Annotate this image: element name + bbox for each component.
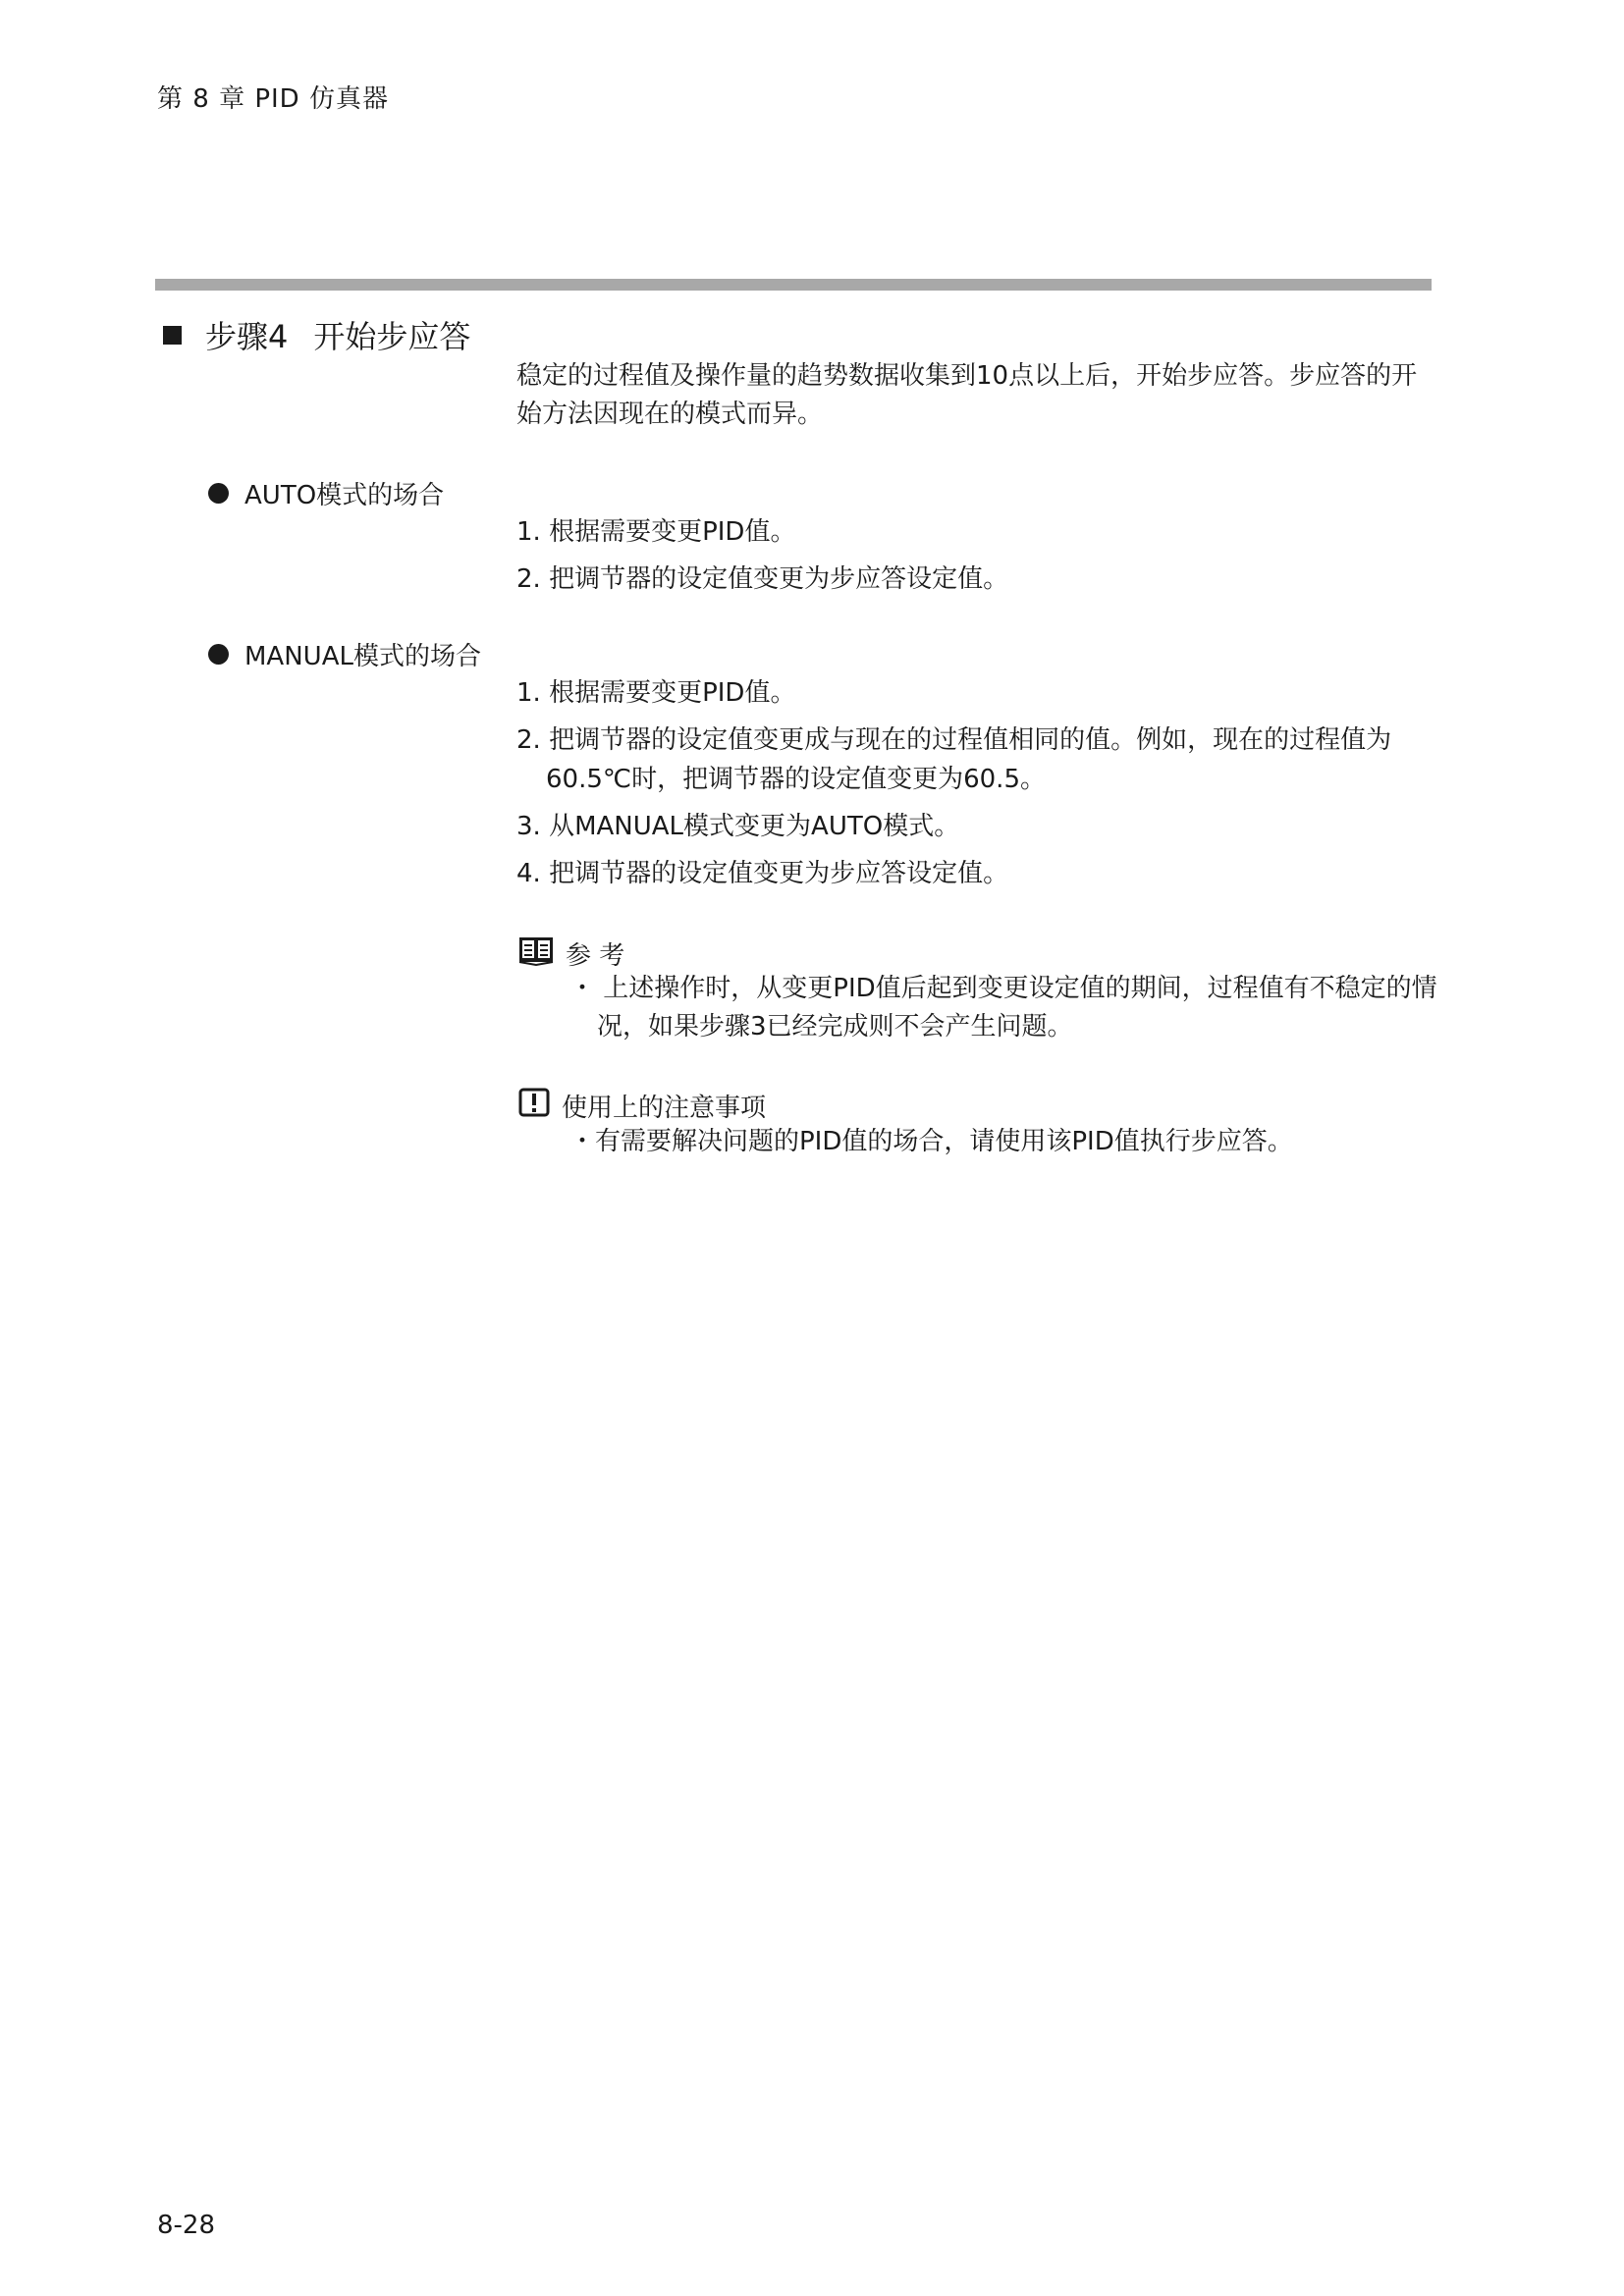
section-title: 开始步应答: [313, 318, 471, 355]
bullet-dot-icon: [208, 644, 229, 665]
caution-text: ・有需要解决问题的PID值的场合，请使用该PID值执行步应答。: [569, 1127, 1293, 1156]
reference-note: [569, 970, 1439, 1046]
chapter-header: 第 8 章 PID 仿真器: [157, 84, 389, 114]
auto-mode-heading: [208, 475, 444, 511]
list-item: 1. 根据需要变更PID值。: [516, 517, 796, 547]
auto-mode-steps: [516, 512, 1439, 607]
manual-mode-steps: [516, 673, 1439, 901]
manual-mode-label: MANUAL模式的场合: [244, 642, 481, 671]
caution-note: [569, 1123, 1439, 1161]
section-heading: [163, 312, 470, 357]
reference-text: ・ 上述操作时，从变更PID值后起到变更设定值的期间，过程值有不稳定的情况，如果步骤3已经完成则不会产生问题。: [569, 974, 1437, 1041]
warning-icon: [518, 1088, 550, 1124]
section-intro: 稳定的过程值及操作量的趋势数据收集到10点以上后，开始步应答。步应答的开始方法因现在的模式而异。: [516, 361, 1418, 429]
square-bullet-icon: [163, 326, 182, 345]
list-item: 1. 根据需要变更PID值。: [516, 678, 796, 708]
list-item: 4. 把调节器的设定值变更为步应答设定值。: [516, 859, 1009, 888]
reference-heading: [518, 934, 624, 973]
caution-heading: [518, 1088, 766, 1124]
list-item: 2. 把调节器的设定值变更成与现在的过程值相同的值。例如，现在的过程值为60.5℃时，把调节器的设定值变更为60.5。: [516, 725, 1392, 794]
page-number: 8-28: [157, 2211, 216, 2240]
list-item: 3. 从MANUAL模式变更为AUTO模式。: [516, 812, 960, 841]
caution-title: 使用上的注意事项: [562, 1094, 767, 1123]
bullet-dot-icon: [208, 483, 229, 504]
section-step-label: 步骤4: [205, 318, 289, 355]
book-icon: [518, 934, 554, 973]
reference-title: 参 考: [566, 941, 625, 971]
manual-mode-heading: [208, 636, 481, 672]
auto-mode-label: AUTO模式的场合: [244, 481, 445, 510]
list-item: 2. 把调节器的设定值变更为步应答设定值。: [516, 564, 1009, 594]
section-divider: [155, 279, 1432, 291]
